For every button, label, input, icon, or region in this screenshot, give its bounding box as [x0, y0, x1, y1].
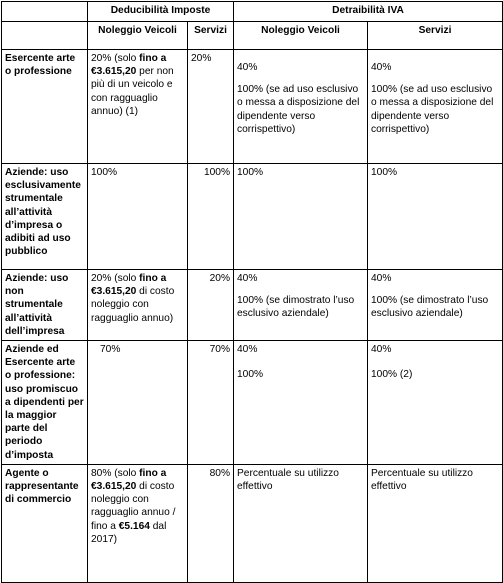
header-servizi-detraibilita: Servizi [368, 22, 503, 50]
header-noleggio-deducibilita: Noleggio Veicoli [88, 22, 188, 50]
row-label: Esercente arte o professione [2, 50, 88, 164]
header-empty-cell [2, 22, 88, 50]
cell-iva-servizi: Percentuale su utilizzo effettivo [368, 464, 503, 582]
header-row-sub [2, 22, 503, 50]
cell-ded-servizi: 70% [188, 341, 234, 465]
cell-iva-servizi: 100% [368, 164, 503, 270]
cell-ded-noleggio: 70% [88, 341, 188, 465]
header-row-top [2, 2, 503, 22]
cell-iva-noleggio: 40% 100% [234, 341, 368, 465]
table-row [2, 50, 503, 164]
table-row [2, 341, 503, 465]
row-label: Agente o rappresentante di commercio [2, 464, 88, 582]
header-detraibilita: Detraibilità IVA [234, 2, 503, 22]
header-servizi-deducibilita: Servizi [188, 22, 234, 50]
cell-ded-servizi: 80% [188, 464, 234, 582]
row-label: Aziende ed Esercente arte o professione: uso promiscuo a dipendenti per la maggior parte del periodo d’imposta [2, 341, 88, 465]
table-row [2, 464, 503, 582]
cell-ded-servizi: 100% [188, 164, 234, 270]
cell-ded-noleggio: 80% (solo fino a €3.615,20 di costo noleggio con ragguaglio annuo / fino a €5.164 dal 2017) [88, 464, 188, 582]
cell-iva-noleggio: 40% 100% (se ad uso esclusivo o messa a disposizione del dipendente verso corrispettivo) [234, 50, 368, 164]
row-label: Aziende: uso esclusivamente strumentale all’attività d’impresa o adibiti ad uso pubblico [2, 164, 88, 270]
cell-iva-servizi: 40% 100% (se ad uso esclusivo o messa a disposizione del dipendente verso corrispettivo) [368, 50, 503, 164]
cell-iva-noleggio: 40% 100% (se dimostrato l’uso esclusivo aziendale) [234, 270, 368, 341]
cell-ded-noleggio: 20% (solo fino a €3.615,20 di costo noleggio con ragguaglio annuo) [88, 270, 188, 341]
cell-iva-noleggio: Percentuale su utilizzo effettivo [234, 464, 368, 582]
cell-iva-noleggio: 100% [234, 164, 368, 270]
cell-iva-servizi: 40% 100% (2) [368, 341, 503, 465]
header-empty-cell [2, 2, 88, 22]
cell-ded-noleggio: 20% (solo fino a €3.615,20 per non più di un veicolo e con ragguaglio annuo) (1) [88, 50, 188, 164]
header-noleggio-detraibilita: Noleggio Veicoli [234, 22, 368, 50]
cell-iva-servizi: 40% 100% (se dimostrato l’uso esclusivo aziendale) [368, 270, 503, 341]
table-row [2, 270, 503, 341]
cell-ded-servizi: 20% [188, 270, 234, 341]
header-deducibilita: Deducibilità Imposte [88, 2, 234, 22]
table-row [2, 164, 503, 270]
cell-ded-noleggio: 100% [88, 164, 188, 270]
row-label: Aziende: uso non strumentale all’attività dell’impresa [2, 270, 88, 341]
deductibility-table [1, 1, 503, 583]
cell-ded-servizi: 20% [188, 50, 234, 164]
